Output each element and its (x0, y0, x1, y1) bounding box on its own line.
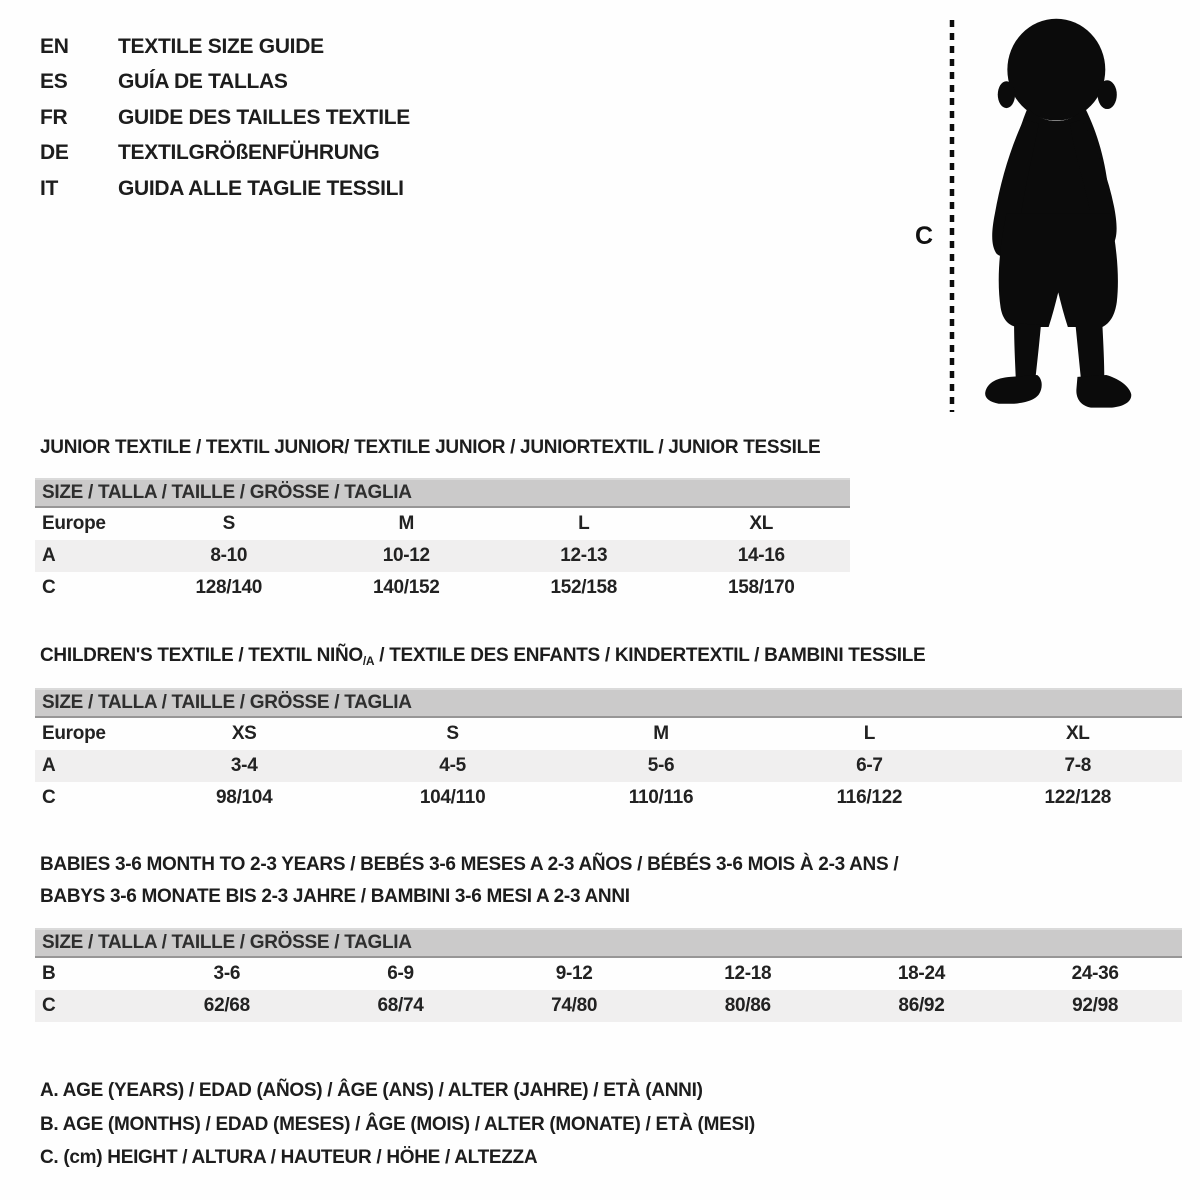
cell-value: 158/170 (727, 577, 795, 598)
legend-line-a: A. AGE (YEARS) / EDAD (AÑOS) / ÂGE (ANS) / ALTER (JAHRE) / ETÀ (ANNI) (40, 1080, 703, 1101)
column-header: S (222, 513, 235, 534)
cell-value: 9-12 (555, 963, 593, 984)
row-label: A (35, 540, 140, 572)
column-header: Europe (42, 723, 106, 744)
toddler-silhouette-icon (905, 12, 1190, 424)
lang-code: ES (40, 70, 68, 94)
cell-value: 128/140 (195, 577, 263, 598)
table-row (35, 750, 1182, 782)
cell-value: 86/92 (835, 990, 1009, 1022)
table-row (35, 929, 1182, 957)
column-header: Europe (42, 513, 106, 534)
cell-value: 122/128 (1044, 787, 1112, 808)
language-title-list (40, 29, 410, 207)
cell-value: 116/122 (836, 787, 903, 808)
cell-value: 3-6 (213, 963, 241, 984)
table-row (35, 507, 850, 540)
table-row (35, 689, 1182, 717)
row-label: B (42, 963, 56, 984)
cell-value: 10-12 (318, 540, 496, 572)
lang-row-de (40, 136, 410, 172)
table-row (35, 540, 850, 572)
cell-value: 62/68 (140, 990, 314, 1022)
lang-row-en (40, 29, 410, 65)
column-header: M (653, 723, 669, 744)
cell-value: 4-5 (348, 750, 556, 782)
cell-value: 3-4 (140, 750, 348, 782)
size-header-bar: SIZE / TALLA / TAILLE / GRÖSSE / TAGLIA (35, 479, 850, 507)
lang-title: GUÍA DE TALLAS (118, 70, 288, 94)
column-header: XL (749, 513, 774, 534)
lang-code: EN (40, 34, 69, 58)
row-label: C (35, 990, 140, 1022)
lang-title: TEXTILE SIZE GUIDE (118, 34, 324, 58)
cell-value: 98/104 (216, 787, 273, 808)
table-row (35, 479, 850, 507)
cell-value: 12-13 (495, 540, 673, 572)
toddler-height-figure (905, 12, 1190, 424)
lang-code: DE (40, 141, 69, 165)
lang-title: GUIDE DES TAILLES TEXTILE (118, 105, 410, 129)
column-header: S (446, 723, 459, 744)
children-section-title (40, 645, 925, 668)
column-header: XS (231, 723, 257, 744)
cell-value: 8-10 (140, 540, 318, 572)
cell-value: 7-8 (974, 750, 1182, 782)
row-label: A (35, 750, 140, 782)
cell-value: 80/86 (661, 990, 835, 1022)
lang-row-fr (40, 100, 410, 136)
cell-value: 92/98 (1008, 990, 1182, 1022)
column-header: L (863, 723, 876, 744)
cell-value: 14-16 (673, 540, 851, 572)
babies-title-line1: BABIES 3-6 MONTH TO 2-3 YEARS / BEBÉS 3-6 MESES A 2-3 AÑOS / BÉBÉS 3-6 MOIS À 2-3 ANS / (40, 854, 899, 875)
table-row (35, 572, 850, 604)
table-row (35, 717, 1182, 750)
junior-size-table (35, 478, 850, 604)
cell-value: 68/74 (314, 990, 488, 1022)
table-row (35, 990, 1182, 1022)
column-header: L (578, 513, 590, 534)
cell-value: 6-7 (765, 750, 973, 782)
toddler-body-shape (985, 19, 1131, 408)
cell-value: 74/80 (487, 990, 661, 1022)
lang-code: FR (40, 105, 68, 129)
column-header: M (398, 513, 415, 534)
table-row (35, 957, 1182, 990)
children-title-post: / TEXTILE DES ENFANTS / KINDERTEXTIL / BAMBINI TESSILE (374, 645, 926, 666)
babies-size-table (35, 928, 1182, 1022)
height-measure-label: C (915, 222, 933, 250)
lang-row-it (40, 171, 410, 207)
cell-value: 5-6 (557, 750, 765, 782)
lang-row-es (40, 65, 410, 101)
lang-title: GUIDA ALLE TAGLIE TESSILI (118, 176, 404, 200)
legend-line-b: B. AGE (MONTHS) / EDAD (MESES) / ÂGE (MOIS) / ALTER (MONATE) / ETÀ (MESI) (40, 1113, 755, 1135)
cell-value: 152/158 (550, 577, 618, 598)
cell-value: 140/152 (372, 577, 440, 598)
legend-line-c: C. (cm) HEIGHT / ALTURA / HAUTEUR / HÖHE / ALTEZZA (40, 1147, 538, 1168)
table-row (35, 782, 1182, 814)
babies-section-title (40, 849, 898, 913)
lang-title: TEXTILGRÖßENFÜHRUNG (118, 141, 380, 165)
cell-value: 12-18 (724, 963, 772, 984)
size-header-bar: SIZE / TALLA / TAILLE / GRÖSSE / TAGLIA (35, 689, 1182, 717)
junior-section-title: JUNIOR TEXTILE / TEXTIL JUNIOR/ TEXTILE JUNIOR / JUNIORTEXTIL / JUNIOR TESSILE (40, 437, 821, 458)
children-title-subscript: /A (362, 654, 375, 668)
size-header-bar: SIZE / TALLA / TAILLE / GRÖSSE / TAGLIA (35, 929, 1182, 957)
cell-value: 104/110 (419, 787, 486, 808)
cell-value: 18-24 (897, 963, 945, 984)
babies-title-line2: BABYS 3-6 MONATE BIS 2-3 JAHRE / BAMBINI 3-6 MESI A 2-3 ANNI (40, 886, 630, 907)
cell-value: 6-9 (387, 963, 414, 984)
column-header: XL (1065, 723, 1090, 744)
lang-code: IT (40, 176, 59, 200)
cell-value: 110/116 (628, 787, 694, 808)
measurement-legend (40, 1074, 755, 1175)
children-title-pre: CHILDREN'S TEXTILE / TEXTIL NIÑO (40, 645, 363, 666)
row-label: C (42, 787, 56, 808)
cell-value: 24-36 (1071, 963, 1119, 984)
children-size-table (35, 688, 1182, 814)
row-label: C (42, 577, 56, 598)
